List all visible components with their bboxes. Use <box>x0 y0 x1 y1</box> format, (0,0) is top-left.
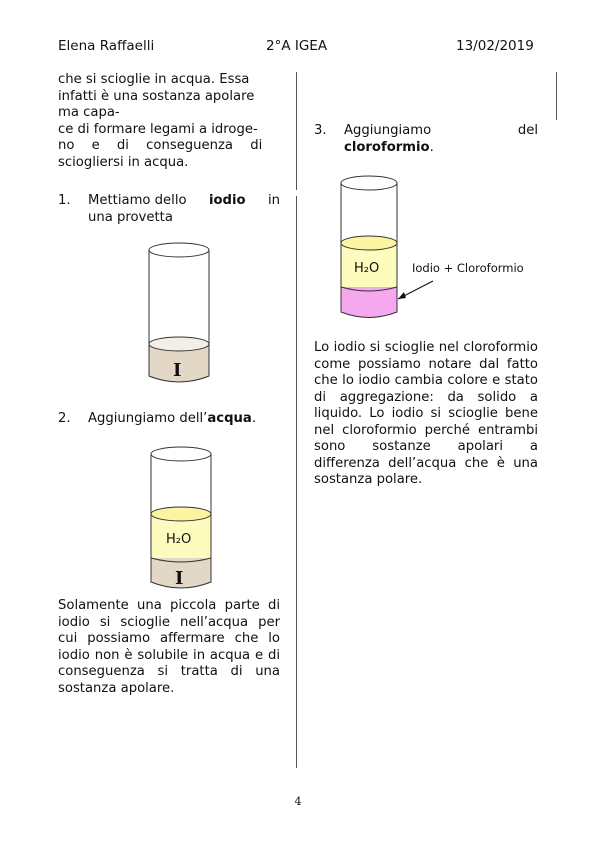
step-3-bold-word: cloroformio <box>344 139 430 155</box>
water-label: H₂O <box>354 261 380 276</box>
intro-line: ce di formare legami a idroge- <box>58 121 258 137</box>
step-1-line-2: una provetta <box>88 209 173 225</box>
step-3-punct: . <box>429 139 434 155</box>
step-2-text <box>88 411 256 428</box>
iodine-symbol: I <box>173 360 182 381</box>
tube-chloroform-layer <box>341 287 397 318</box>
step-2-text-before: Aggiungiamo dell’ <box>88 411 208 426</box>
header-author: Elena Raffaelli <box>58 38 155 54</box>
step-3-text-after: del <box>517 123 538 138</box>
test-tube-iodine-water <box>150 446 212 590</box>
intro-line: ma capa- <box>58 105 120 120</box>
annotation-arrowhead <box>398 292 406 299</box>
step-1-text <box>88 193 280 226</box>
iodine-symbol: I <box>175 568 184 589</box>
intro-paragraph <box>58 72 280 171</box>
left-conclusion: Solamente una piccola parte di iodio si scioglie nell’acqua per cui possiamo affermare che lo iodio non è solubile in acqua e di conseguenza si tratta di una sostanza apolare. <box>58 598 280 696</box>
intro-line: che si scioglie in acqua. Essa <box>58 72 250 87</box>
step-1-number: 1. <box>58 193 71 208</box>
header-date: 13/02/2019 <box>456 38 534 54</box>
right-margin-line <box>556 72 557 120</box>
step-1 <box>58 193 280 229</box>
test-tube-chloroform <box>340 175 540 325</box>
tube-layer-top <box>149 337 209 351</box>
step-3-text <box>344 123 538 156</box>
column-divider-main <box>296 196 297 768</box>
step-2-text-after: . <box>251 411 257 426</box>
step-3-line-2 <box>344 140 538 157</box>
step-3-number: 3. <box>314 123 327 138</box>
step-1-text-after: in <box>267 193 280 208</box>
intro-line: infatti è una sostanza apolare <box>58 88 255 104</box>
column-divider-top <box>296 72 297 190</box>
step-2 <box>58 411 280 429</box>
right-conclusion: Lo iodio si scioglie nel cloroformio come possiamo notare dal fatto che lo iodio cambia colore e stato di aggregazione: da solido a liquido. Lo iodio si scioglie bene nel cloroformio perché entrambi sono sostanze apolari a differenza dell’acqua che è una sostanza polare. <box>314 340 538 487</box>
tube-rim <box>151 447 211 461</box>
tube-rim <box>341 176 397 190</box>
test-tube-iodine <box>148 242 210 384</box>
step-1-line <box>88 193 280 210</box>
tube-water-top <box>151 507 211 521</box>
header-class: 2°A IGEA <box>266 38 328 54</box>
water-label: H₂O <box>166 532 192 547</box>
step-1-text-before: Mettiamo dello <box>88 193 187 208</box>
tube-rim <box>149 243 209 257</box>
step-3 <box>314 123 538 159</box>
step-2-bold-word: acqua <box>207 411 252 426</box>
step-3-text-before: Aggiungiamo <box>344 123 432 138</box>
tube-water-top <box>341 236 397 250</box>
intro-line: sciogliersi in acqua. <box>58 154 189 170</box>
page-number: 4 <box>294 795 302 808</box>
mixture-annotation: Iodio + Cloroformio <box>412 261 524 275</box>
step-2-number: 2. <box>58 411 71 426</box>
step-1-bold-word: iodio <box>208 193 246 208</box>
step-3-line <box>344 123 538 140</box>
intro-line: no e di conseguenza di <box>58 138 263 153</box>
